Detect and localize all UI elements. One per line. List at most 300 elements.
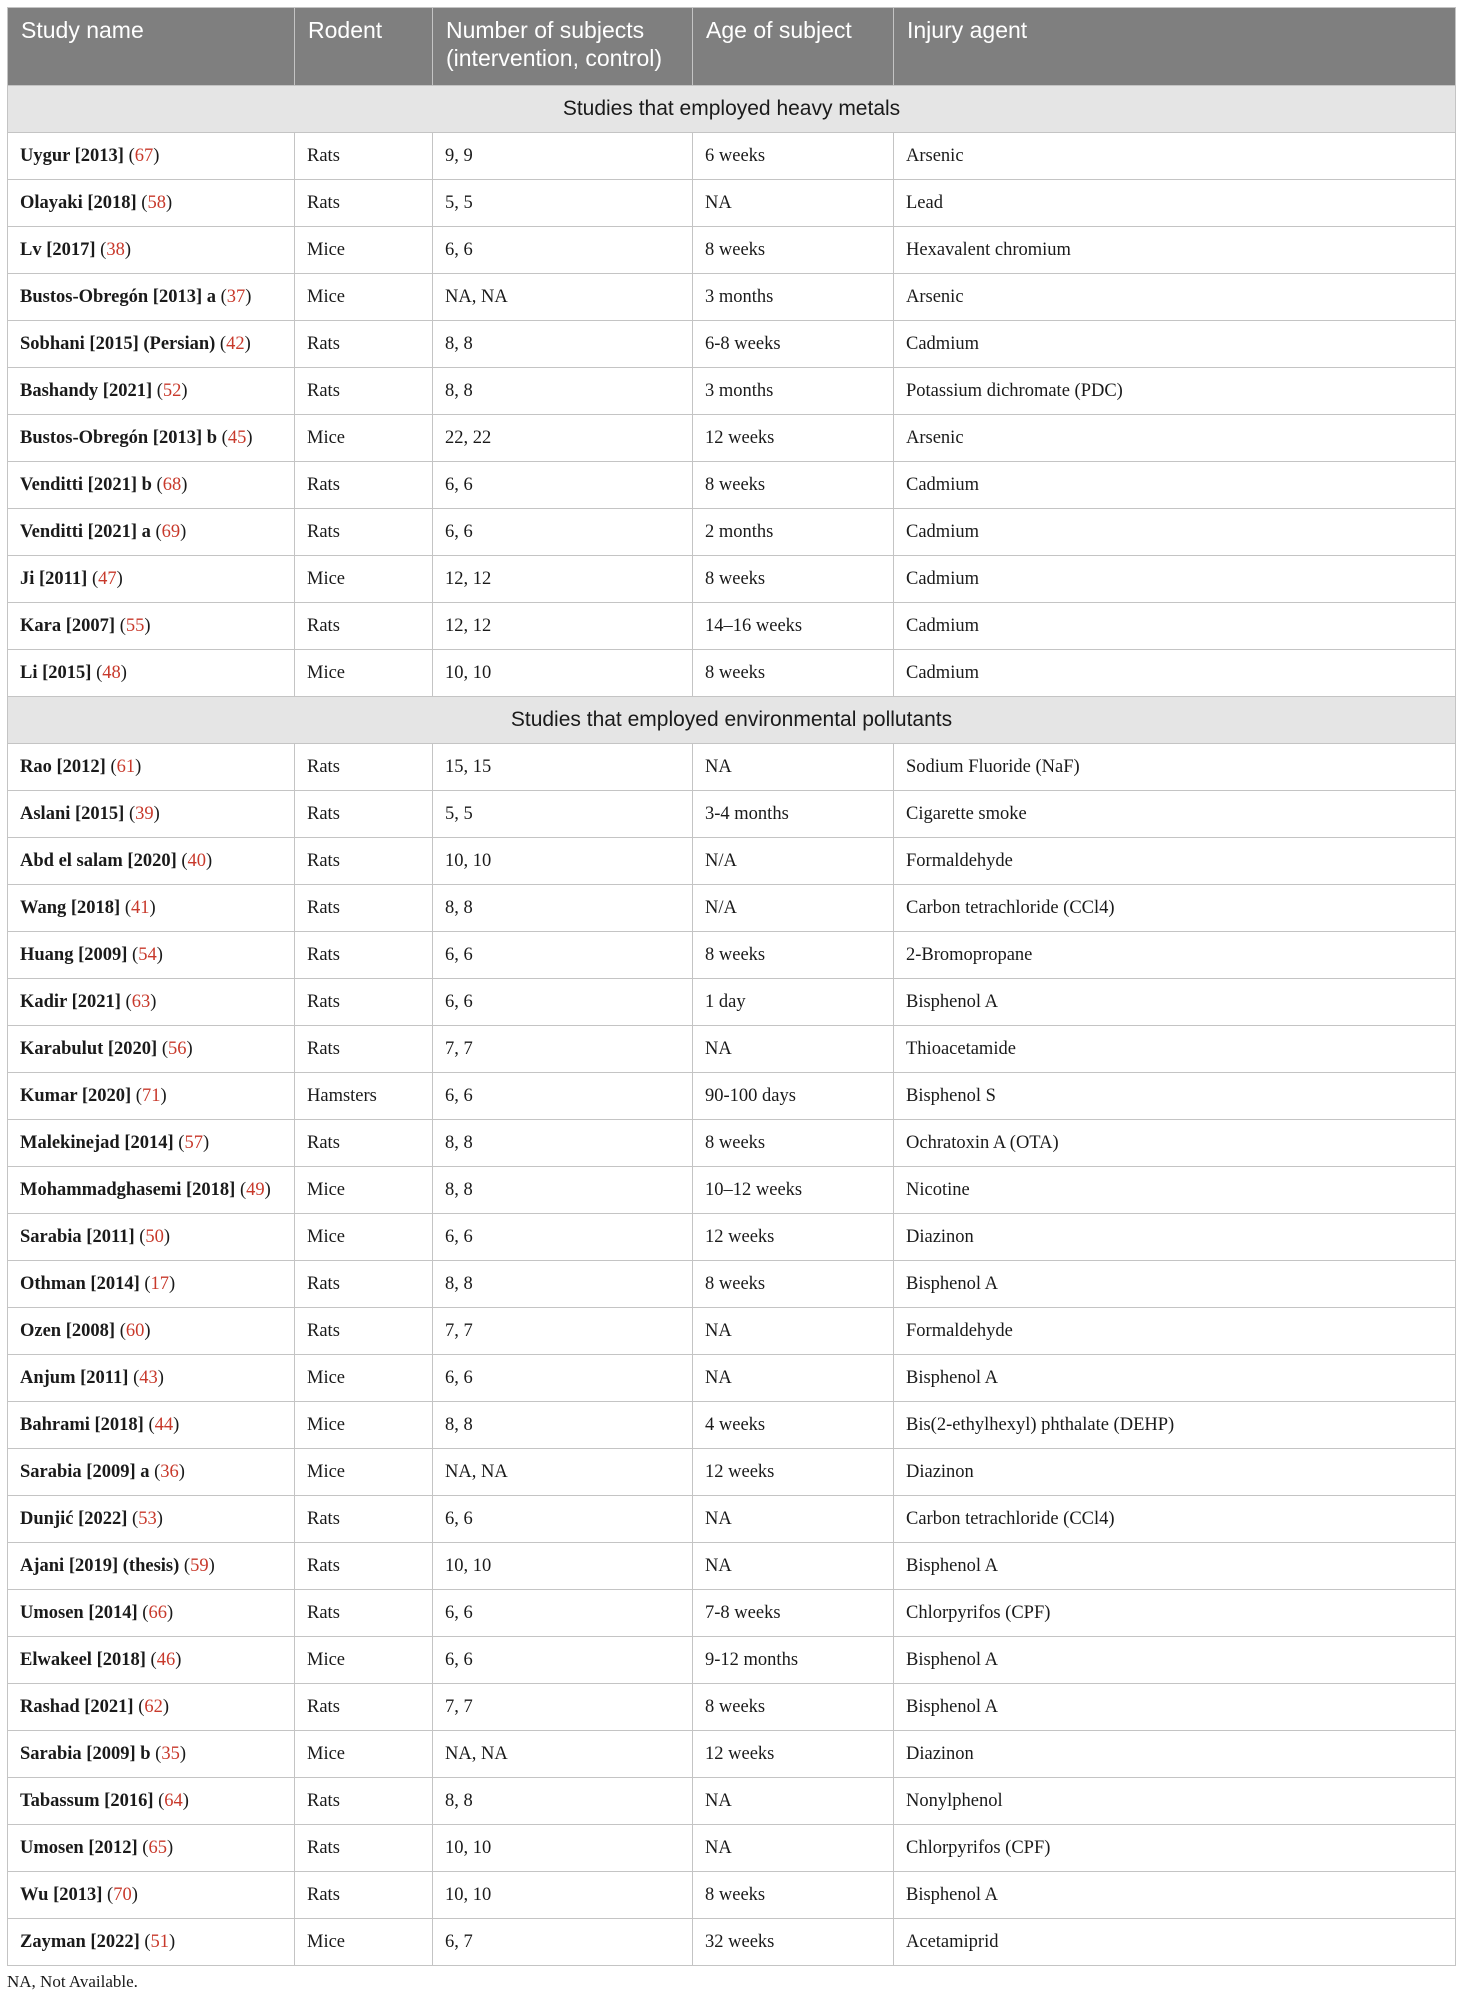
study-name-cell: Umosen [2012] (65) <box>8 1825 295 1872</box>
age-cell: N/A <box>693 885 894 932</box>
age-cell: 6-8 weeks <box>693 321 894 368</box>
table-row <box>8 885 1456 932</box>
rodent-cell: Mice <box>295 1402 433 1449</box>
reference-link[interactable]: 52 <box>162 380 182 401</box>
study-name: Uygur [2013] <box>20 145 124 166</box>
subjects-cell: 10, 10 <box>433 650 693 697</box>
study-name-cell: Sobhani [2015] (Persian) (42) <box>8 321 295 368</box>
rodent-cell: Rats <box>295 368 433 415</box>
rodent-cell: Rats <box>295 133 433 180</box>
reference-link[interactable]: 41 <box>131 897 150 918</box>
rodent-cell: Hamsters <box>295 1073 433 1120</box>
study-name: Venditti [2021] b <box>20 474 152 495</box>
age-cell: 3 months <box>693 274 894 321</box>
reference-link[interactable]: 55 <box>125 615 145 636</box>
table-header <box>8 8 1456 86</box>
table-row <box>8 932 1456 979</box>
table-row <box>8 1731 1456 1778</box>
rodent-cell: Rats <box>295 1261 433 1308</box>
rodent-cell: Rats <box>295 1496 433 1543</box>
injury-agent-cell: Cadmium <box>894 321 1456 368</box>
reference-link[interactable]: 17 <box>150 1273 170 1294</box>
rodent-cell: Rats <box>295 1872 433 1919</box>
study-name-cell: Umosen [2014] (66) <box>8 1590 295 1637</box>
injury-agent-cell: Sodium Fluoride (NaF) <box>894 744 1456 791</box>
study-name-cell: Olayaki [2018] (58) <box>8 180 295 227</box>
age-cell: NA <box>693 744 894 791</box>
subjects-cell: 6, 6 <box>433 932 693 979</box>
age-cell: 3 months <box>693 368 894 415</box>
study-name-cell: Tabassum [2016] (64) <box>8 1778 295 1825</box>
reference-link[interactable]: 35 <box>161 1743 180 1764</box>
table-row <box>8 1214 1456 1261</box>
study-name-cell: Ozen [2008] (60) <box>8 1308 295 1355</box>
injury-agent-cell: Bisphenol A <box>894 1355 1456 1402</box>
age-cell: 32 weeks <box>693 1919 894 1966</box>
study-name-cell: Venditti [2021] a (69) <box>8 509 295 556</box>
study-name: Kadir [2021] <box>20 991 121 1012</box>
injury-agent-cell: Cigarette smoke <box>894 791 1456 838</box>
rodent-cell: Rats <box>295 1120 433 1167</box>
subjects-cell: 8, 8 <box>433 1120 693 1167</box>
study-name: Sobhani [2015] (Persian) <box>20 333 216 354</box>
study-name-cell: Anjum [2011] (43) <box>8 1355 295 1402</box>
age-cell: NA <box>693 1543 894 1590</box>
subjects-cell: 7, 7 <box>433 1308 693 1355</box>
age-cell: 10–12 weeks <box>693 1167 894 1214</box>
reference-link[interactable]: 49 <box>246 1179 265 1200</box>
age-cell: 90-100 days <box>693 1073 894 1120</box>
subjects-cell: 8, 8 <box>433 885 693 932</box>
section-title: Studies that employed environmental pollutants <box>8 697 1456 744</box>
study-name-cell: Zayman [2022] (51) <box>8 1919 295 1966</box>
table-row <box>8 838 1456 885</box>
study-name: Aslani [2015] <box>20 803 125 824</box>
injury-agent-cell: Chlorpyrifos (CPF) <box>894 1590 1456 1637</box>
injury-agent-cell: Cadmium <box>894 462 1456 509</box>
table-row <box>8 1825 1456 1872</box>
injury-agent-cell: Thioacetamide <box>894 1026 1456 1073</box>
injury-agent-cell: Diazinon <box>894 1214 1456 1261</box>
injury-agent-cell: Formaldehyde <box>894 1308 1456 1355</box>
table-row <box>8 791 1456 838</box>
rodent-cell: Rats <box>295 838 433 885</box>
injury-agent-cell: Nonylphenol <box>894 1778 1456 1825</box>
injury-agent-cell: Diazinon <box>894 1449 1456 1496</box>
header-row <box>8 8 1456 86</box>
age-cell: 12 weeks <box>693 1214 894 1261</box>
subjects-cell: 12, 12 <box>433 603 693 650</box>
age-cell: NA <box>693 1496 894 1543</box>
table-row <box>8 1496 1456 1543</box>
reference-link[interactable]: 56 <box>168 1038 187 1059</box>
study-name-cell: Kara [2007] (55) <box>8 603 295 650</box>
rodent-cell: Rats <box>295 1590 433 1637</box>
age-cell: NA <box>693 1026 894 1073</box>
table-row <box>8 1073 1456 1120</box>
study-name-cell: Sarabia [2009] b (35) <box>8 1731 295 1778</box>
study-name: Bahrami [2018] <box>20 1414 144 1435</box>
age-cell: NA <box>693 1825 894 1872</box>
table-row <box>8 180 1456 227</box>
study-name-cell: Abd el salam [2020] (40) <box>8 838 295 885</box>
reference-link[interactable]: 65 <box>148 1837 167 1858</box>
injury-agent-cell: Cadmium <box>894 556 1456 603</box>
table-row <box>8 1684 1456 1731</box>
injury-agent-cell: Bis(2-ethylhexyl) phthalate (DEHP) <box>894 1402 1456 1449</box>
subjects-cell: 9, 9 <box>433 133 693 180</box>
injury-agent-cell: Cadmium <box>894 603 1456 650</box>
subjects-cell: 8, 8 <box>433 1167 693 1214</box>
study-name: Sarabia [2011] <box>20 1226 135 1247</box>
subjects-cell: 6, 6 <box>433 1637 693 1684</box>
subjects-cell: 12, 12 <box>433 556 693 603</box>
study-name-cell: Bahrami [2018] (44) <box>8 1402 295 1449</box>
study-name-cell: Uygur [2013] (67) <box>8 133 295 180</box>
rodent-cell: Mice <box>295 1167 433 1214</box>
table-row <box>8 227 1456 274</box>
reference-link[interactable]: 47 <box>98 568 117 589</box>
age-cell: 8 weeks <box>693 227 894 274</box>
table-row <box>8 1872 1456 1919</box>
study-name-cell: Mohammadghasemi [2018] (49) <box>8 1167 295 1214</box>
table-row <box>8 462 1456 509</box>
study-name: Bashandy [2021] <box>20 380 153 401</box>
rodent-cell: Rats <box>295 321 433 368</box>
rodent-cell: Mice <box>295 415 433 462</box>
study-name-cell: Rashad [2021] (62) <box>8 1684 295 1731</box>
subjects-cell: 10, 10 <box>433 1825 693 1872</box>
reference-link[interactable]: 61 <box>116 756 136 777</box>
subjects-cell: 6, 6 <box>433 979 693 1026</box>
subjects-cell: NA, NA <box>433 1731 693 1778</box>
study-name: Ajani [2019] (thesis) <box>20 1555 180 1576</box>
reference-link[interactable]: 64 <box>164 1790 183 1811</box>
subjects-cell: 7, 7 <box>433 1026 693 1073</box>
study-name: Bustos-Obregón [2013] b <box>20 427 218 448</box>
injury-agent-cell: Potassium dichromate (PDC) <box>894 368 1456 415</box>
rodent-cell: Mice <box>295 1919 433 1966</box>
age-cell: 8 weeks <box>693 1684 894 1731</box>
reference-link[interactable]: 68 <box>162 474 182 495</box>
study-name: Rao [2012] <box>20 756 106 777</box>
table-row <box>8 1402 1456 1449</box>
subjects-cell: 8, 8 <box>433 368 693 415</box>
study-name: Malekinejad [2014] <box>20 1132 174 1153</box>
age-cell: NA <box>693 180 894 227</box>
study-name: Rashad [2021] <box>20 1696 134 1717</box>
age-cell: NA <box>693 1308 894 1355</box>
reference-link[interactable]: 43 <box>139 1367 158 1388</box>
subjects-cell: 8, 8 <box>433 1261 693 1308</box>
study-name: Mohammadghasemi [2018] <box>20 1179 236 1200</box>
rodent-cell: Rats <box>295 180 433 227</box>
subjects-cell: 10, 10 <box>433 838 693 885</box>
study-name: Abd el salam [2020] <box>20 850 177 871</box>
rodent-cell: Mice <box>295 650 433 697</box>
study-name: Ozen [2008] <box>20 1320 116 1341</box>
subjects-cell: NA, NA <box>433 274 693 321</box>
injury-agent-cell: Arsenic <box>894 133 1456 180</box>
subjects-cell: 8, 8 <box>433 321 693 368</box>
reference-link[interactable]: 57 <box>184 1132 203 1153</box>
study-name-cell: Ajani [2019] (thesis) (59) <box>8 1543 295 1590</box>
reference-link[interactable]: 59 <box>190 1555 209 1576</box>
header-number-of-subjects: Number of subjects (intervention, control) <box>433 8 693 86</box>
reference-link[interactable]: 39 <box>135 803 154 824</box>
studies-table <box>7 7 1456 1966</box>
subjects-cell: 5, 5 <box>433 791 693 838</box>
table-row <box>8 603 1456 650</box>
rodent-cell: Rats <box>295 932 433 979</box>
study-name: Sarabia [2009] a <box>20 1461 150 1482</box>
subjects-cell: 10, 10 <box>433 1543 693 1590</box>
injury-agent-cell: Bisphenol A <box>894 1261 1456 1308</box>
age-cell: 8 weeks <box>693 650 894 697</box>
study-name-cell: Elwakeel [2018] (46) <box>8 1637 295 1684</box>
study-name-cell: Wang [2018] (41) <box>8 885 295 932</box>
rodent-cell: Rats <box>295 1825 433 1872</box>
age-cell: 8 weeks <box>693 556 894 603</box>
injury-agent-cell: Ochratoxin A (OTA) <box>894 1120 1456 1167</box>
subjects-cell: 6, 6 <box>433 227 693 274</box>
rodent-cell: Rats <box>295 885 433 932</box>
age-cell: 12 weeks <box>693 1449 894 1496</box>
reference-link[interactable]: 63 <box>131 991 151 1012</box>
injury-agent-cell: 2-Bromopropane <box>894 932 1456 979</box>
rodent-cell: Rats <box>295 509 433 556</box>
study-name: Olayaki [2018] <box>20 192 137 213</box>
header-rodent: Rodent <box>295 8 433 86</box>
reference-link[interactable]: 37 <box>226 286 246 307</box>
age-cell: 12 weeks <box>693 1731 894 1778</box>
reference-link[interactable]: 58 <box>147 192 166 213</box>
reference-link[interactable]: 40 <box>187 850 207 871</box>
subjects-cell: 6, 6 <box>433 1496 693 1543</box>
header-study-name: Study name <box>8 8 295 86</box>
section-row <box>8 86 1456 133</box>
table-row <box>8 744 1456 791</box>
reference-link[interactable]: 50 <box>145 1226 164 1247</box>
reference-link[interactable]: 46 <box>156 1649 176 1670</box>
table-row <box>8 650 1456 697</box>
subjects-cell: 8, 8 <box>433 1402 693 1449</box>
study-name-cell: Othman [2014] (17) <box>8 1261 295 1308</box>
rodent-cell: Rats <box>295 603 433 650</box>
subjects-cell: 6, 6 <box>433 509 693 556</box>
reference-link[interactable]: 54 <box>138 944 157 965</box>
study-name: Wu [2013] <box>20 1884 103 1905</box>
table-row <box>8 368 1456 415</box>
reference-link[interactable]: 70 <box>113 1884 132 1905</box>
reference-link[interactable]: 36 <box>160 1461 179 1482</box>
study-name-cell: Malekinejad [2014] (57) <box>8 1120 295 1167</box>
reference-link[interactable]: 51 <box>150 1931 170 1952</box>
age-cell: NA <box>693 1355 894 1402</box>
rodent-cell: Mice <box>295 1355 433 1402</box>
study-name: Ji [2011] <box>20 568 88 589</box>
reference-link[interactable]: 67 <box>134 145 154 166</box>
injury-agent-cell: Formaldehyde <box>894 838 1456 885</box>
rodent-cell: Rats <box>295 1778 433 1825</box>
reference-link[interactable]: 42 <box>226 333 245 354</box>
reference-link[interactable]: 48 <box>102 662 121 683</box>
table-row <box>8 1590 1456 1637</box>
injury-agent-cell: Carbon tetrachloride (CCl4) <box>894 885 1456 932</box>
subjects-cell: 5, 5 <box>433 180 693 227</box>
age-cell: 8 weeks <box>693 932 894 979</box>
table-row <box>8 1120 1456 1167</box>
reference-link[interactable]: 53 <box>138 1508 157 1529</box>
age-cell: 8 weeks <box>693 1261 894 1308</box>
study-name: Zayman [2022] <box>20 1931 140 1952</box>
rodent-cell: Mice <box>295 227 433 274</box>
table-row <box>8 133 1456 180</box>
study-name-cell: Ji [2011] (47) <box>8 556 295 603</box>
injury-agent-cell: Cadmium <box>894 650 1456 697</box>
study-name-cell: Sarabia [2011] (50) <box>8 1214 295 1261</box>
table-row <box>8 415 1456 462</box>
reference-link[interactable]: 66 <box>148 1602 167 1623</box>
study-name: Anjum [2011] <box>20 1367 129 1388</box>
table-row <box>8 321 1456 368</box>
study-name: Tabassum [2016] <box>20 1790 154 1811</box>
study-name-cell: Li [2015] (48) <box>8 650 295 697</box>
age-cell: N/A <box>693 838 894 885</box>
study-name-cell: Wu [2013] (70) <box>8 1872 295 1919</box>
study-name-cell: Aslani [2015] (39) <box>8 791 295 838</box>
study-name: Li [2015] <box>20 662 92 683</box>
study-name-cell: Bustos-Obregón [2013] a (37) <box>8 274 295 321</box>
age-cell: NA <box>693 1778 894 1825</box>
rodent-cell: Rats <box>295 1026 433 1073</box>
study-name: Elwakeel [2018] <box>20 1649 146 1670</box>
study-name: Umosen [2012] <box>20 1837 138 1858</box>
table-row <box>8 1778 1456 1825</box>
rodent-cell: Mice <box>295 556 433 603</box>
reference-link[interactable]: 44 <box>154 1414 174 1435</box>
age-cell: 4 weeks <box>693 1402 894 1449</box>
injury-agent-cell: Chlorpyrifos (CPF) <box>894 1825 1456 1872</box>
study-name: Othman [2014] <box>20 1273 140 1294</box>
table-body <box>8 86 1456 1966</box>
rodent-cell: Rats <box>295 791 433 838</box>
study-name-cell: Venditti [2021] b (68) <box>8 462 295 509</box>
subjects-cell: NA, NA <box>433 1449 693 1496</box>
table-row <box>8 1167 1456 1214</box>
subjects-cell: 6, 6 <box>433 1214 693 1261</box>
table-row <box>8 509 1456 556</box>
reference-link[interactable]: 71 <box>141 1085 161 1106</box>
rodent-cell: Rats <box>295 1543 433 1590</box>
table-row <box>8 1026 1456 1073</box>
age-cell: 8 weeks <box>693 1872 894 1919</box>
table-footnote: NA, Not Available. <box>7 1972 138 1991</box>
age-cell: 8 weeks <box>693 462 894 509</box>
rodent-cell: Mice <box>295 1731 433 1778</box>
injury-agent-cell: Arsenic <box>894 274 1456 321</box>
study-name-cell: Kumar [2020] (71) <box>8 1073 295 1120</box>
injury-agent-cell: Hexavalent chromium <box>894 227 1456 274</box>
study-name: Venditti [2021] a <box>20 521 151 542</box>
injury-agent-cell: Carbon tetrachloride (CCl4) <box>894 1496 1456 1543</box>
age-cell: 9-12 months <box>693 1637 894 1684</box>
subjects-cell: 6, 7 <box>433 1919 693 1966</box>
reference-link[interactable]: 60 <box>125 1320 145 1341</box>
rodent-cell: Rats <box>295 462 433 509</box>
reference-link[interactable]: 62 <box>144 1696 163 1717</box>
table-row <box>8 1355 1456 1402</box>
table-row <box>8 274 1456 321</box>
injury-agent-cell: Cadmium <box>894 509 1456 556</box>
rodent-cell: Mice <box>295 1637 433 1684</box>
section-row <box>8 697 1456 744</box>
study-name: Huang [2009] <box>20 944 128 965</box>
injury-agent-cell: Bisphenol A <box>894 1872 1456 1919</box>
subjects-cell: 22, 22 <box>433 415 693 462</box>
injury-agent-cell: Arsenic <box>894 415 1456 462</box>
rodent-cell: Rats <box>295 1308 433 1355</box>
study-name-cell: Dunjić [2022] (53) <box>8 1496 295 1543</box>
age-cell: 14–16 weeks <box>693 603 894 650</box>
rodent-cell: Mice <box>295 274 433 321</box>
injury-agent-cell: Bisphenol A <box>894 979 1456 1026</box>
study-name-cell: Karabulut [2020] (56) <box>8 1026 295 1073</box>
injury-agent-cell: Bisphenol A <box>894 1637 1456 1684</box>
subjects-cell: 6, 6 <box>433 1590 693 1637</box>
study-name: Dunjić [2022] <box>20 1508 128 1529</box>
header-injury-agent: Injury agent <box>894 8 1456 86</box>
study-name-cell: Bashandy [2021] (52) <box>8 368 295 415</box>
table-row <box>8 979 1456 1026</box>
reference-link[interactable]: 45 <box>227 427 247 448</box>
study-name-cell: Huang [2009] (54) <box>8 932 295 979</box>
study-name-cell: Bustos-Obregón [2013] b (45) <box>8 415 295 462</box>
injury-agent-cell: Bisphenol S <box>894 1073 1456 1120</box>
study-name: Wang [2018] <box>20 897 121 918</box>
injury-agent-cell: Diazinon <box>894 1731 1456 1778</box>
subjects-cell: 6, 6 <box>433 462 693 509</box>
subjects-cell: 6, 6 <box>433 1355 693 1402</box>
reference-link[interactable]: 38 <box>106 239 125 260</box>
injury-agent-cell: Lead <box>894 180 1456 227</box>
rodent-cell: Mice <box>295 1449 433 1496</box>
study-name: Kara [2007] <box>20 615 116 636</box>
table-row <box>8 1919 1456 1966</box>
rodent-cell: Mice <box>295 1214 433 1261</box>
reference-link[interactable]: 69 <box>161 521 181 542</box>
age-cell: 3-4 months <box>693 791 894 838</box>
study-name: Sarabia [2009] b <box>20 1743 151 1764</box>
age-cell: 6 weeks <box>693 133 894 180</box>
subjects-cell: 6, 6 <box>433 1073 693 1120</box>
injury-agent-cell: Nicotine <box>894 1167 1456 1214</box>
subjects-cell: 8, 8 <box>433 1778 693 1825</box>
study-name-cell: Sarabia [2009] a (36) <box>8 1449 295 1496</box>
subjects-cell: 7, 7 <box>433 1684 693 1731</box>
study-name: Lv [2017] <box>20 239 96 260</box>
study-name: Kumar [2020] <box>20 1085 132 1106</box>
study-name-cell: Kadir [2021] (63) <box>8 979 295 1026</box>
rodent-cell: Rats <box>295 979 433 1026</box>
subjects-cell: 10, 10 <box>433 1872 693 1919</box>
header-age-of-subject: Age of subject <box>693 8 894 86</box>
table-row <box>8 1308 1456 1355</box>
study-name-cell: Rao [2012] (61) <box>8 744 295 791</box>
table-row <box>8 1449 1456 1496</box>
study-name: Karabulut [2020] <box>20 1038 158 1059</box>
age-cell: 8 weeks <box>693 1120 894 1167</box>
